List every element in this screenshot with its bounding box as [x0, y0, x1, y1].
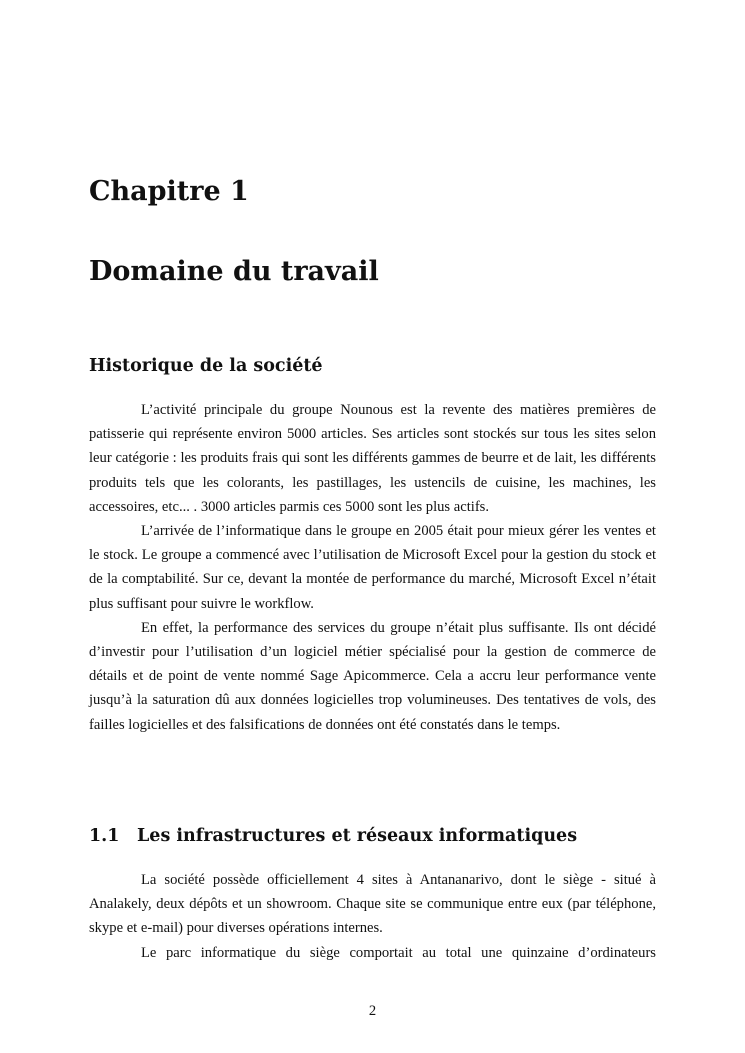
paragraph: L’activité principale du groupe Nounous est la revente des matières premières de patisserie qui représente environ 5000 articles. Ses articles sont stockés sur tous les sites selon leur catégorie : les produits frais qui sont les différents gammes de beurre et de lait, les différents produits tels que les colorants, les pastillages, les ustencils de cuisine, les machines, les accessoires, etc... . 3000 articles parmis ces 5000 sont les plus actifs.: [89, 402, 656, 515]
page-number: 2: [368, 1003, 377, 1019]
paragraph: Le parc informatique du siège comportait au total une quinzaine d’ordinateurs: [141, 944, 656, 961]
chapter-label: Chapitre 1: [89, 176, 249, 207]
section-body-history: [89, 398, 656, 737]
chapter-title: Domaine du travail: [89, 256, 379, 287]
section-heading-infrastructures: [89, 826, 577, 846]
section-title: Les infrastructures et réseaux informatiques: [137, 826, 578, 846]
section-body-infrastructures: [89, 868, 656, 965]
paragraph: L’arrivée de l’informatique dans le groupe en 2005 était pour mieux gérer les ventes et le stock. Le groupe a commencé avec l’utilisation de Microsoft Excel pour la gestion du stock et de la comptabilité. Sur ce, devant la montée de performance du marché, Microsoft Excel n’était plus suffisant pour suivre le workflow.: [89, 523, 656, 612]
paragraph: En effet, la performance des services du groupe n’était plus suffisante. Ils ont décidé d’investir pour l’utilisation d’un logiciel métier spécialisé pour la gestion de commerce de détails et de point de vente nommé Sage Apicommerce. Cela a accru leur performance vente jusqu’à la saturation dû aux données logicielles trop volumineuses. Des tentatives de vols, des failles logicielles et des falsifications de données ont été constatés dans le temps.: [89, 619, 656, 733]
section-heading-history: Historique de la société: [89, 356, 323, 376]
paragraph: La société possède officiellement 4 sites à Antananarivo, dont le siège - situé à Analakely, deux dépôts et un showroom. Chaque site se communique entre eux (par téléphone, skype et e-mail) pour diverses opérations internes.: [89, 872, 656, 937]
section-number: 1.1: [89, 826, 120, 846]
